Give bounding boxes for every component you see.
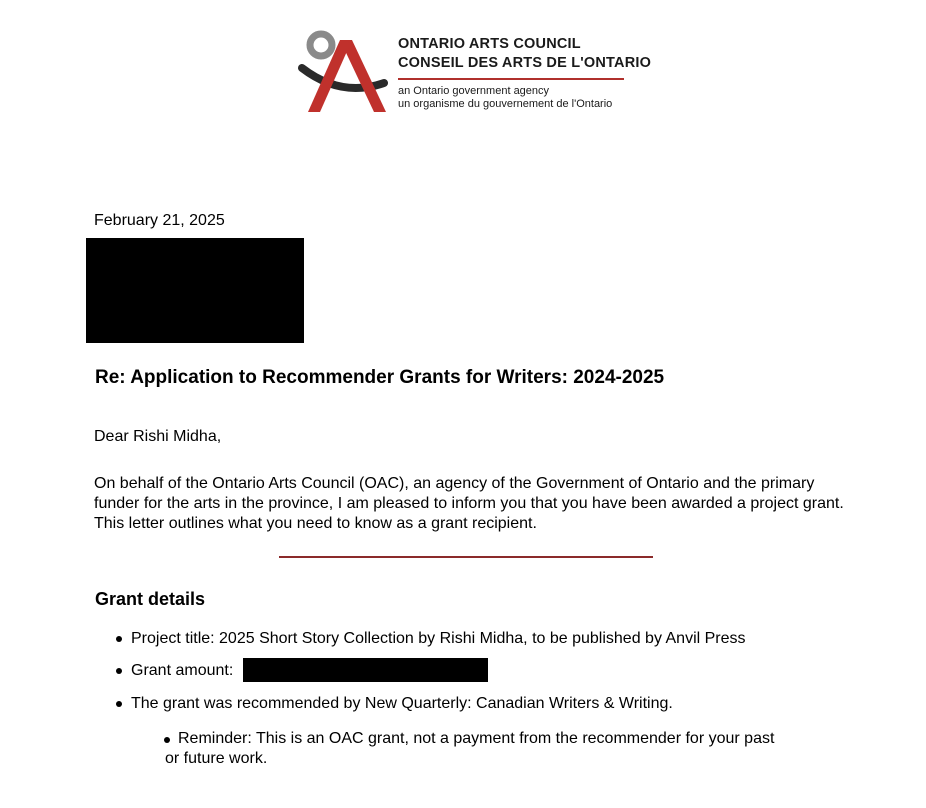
grant-details-heading: Grant details <box>95 589 206 609</box>
bullet-icon <box>116 668 122 674</box>
oac-logo-mark-icon <box>296 28 392 120</box>
letter-subject: Re: Application to Recommender Grants for Writers: 2024-2025 <box>95 367 665 388</box>
project-title-item: Project title: 2025 Short Story Collection by Rishi Midha, to be published by Anvil Press <box>131 630 746 647</box>
logo-rule <box>398 78 624 80</box>
salutation: Dear Rishi Midha, <box>94 428 222 445</box>
redacted-address-block <box>86 238 304 343</box>
reminder-item <box>165 729 828 769</box>
grant-amount-label: Grant amount: <box>131 662 234 679</box>
org-name-english: ONTARIO ARTS COUNCIL <box>398 36 581 52</box>
letter-date: February 21, 2025 <box>94 212 225 229</box>
agency-tagline-english: an Ontario government agency <box>398 85 550 97</box>
section-divider <box>279 556 653 558</box>
org-name-french: CONSEIL DES ARTS DE L'ONTARIO <box>398 55 652 71</box>
reminder-line-1: Reminder: This is an OAC grant, not a payment from the recommender for your past <box>178 730 775 747</box>
recommender-item: The grant was recommended by New Quarterly: Canadian Writers & Writing. <box>131 695 673 712</box>
bullet-icon <box>116 701 122 707</box>
body-paragraph: On behalf of the Ontario Arts Council (OAC), an agency of the Government of Ontario and the primary funder for the arts in the province, I am pleased to inform you that you have been awarded a project grant. This letter outlines what you need to know as a grant recipient. <box>94 475 844 532</box>
redacted-grant-amount <box>243 658 488 682</box>
reminder-line-2: or future work. <box>165 750 268 767</box>
oac-logo <box>296 28 652 120</box>
bullet-icon <box>116 636 122 642</box>
sub-bullet-icon <box>164 737 170 743</box>
agency-tagline-french: un organisme du gouvernement de l'Ontario <box>398 98 613 110</box>
